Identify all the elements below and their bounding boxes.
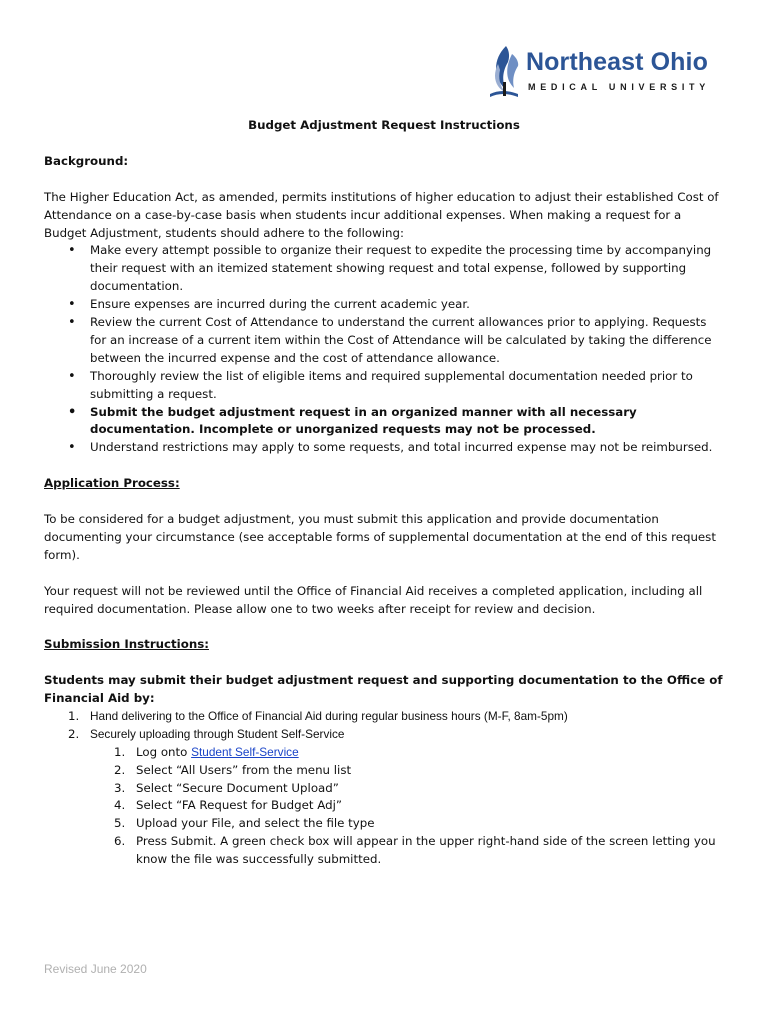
logo-name: Northeast Ohio — [526, 48, 708, 76]
substep-text: Log onto — [136, 744, 192, 759]
flame-icon — [484, 44, 526, 102]
list-item: • Submit the budget adjustment request in an organized manner with all necessary documentation. Incomplete or unorganized requests may not be processed. — [90, 404, 724, 440]
university-logo — [484, 44, 716, 102]
list-item: • Understand restrictions may apply to some requests, and total incurred expense may not be reimbursed. — [90, 439, 724, 457]
background-bullet-list — [44, 242, 724, 457]
substep-number: 3. — [114, 780, 126, 795]
upload-substeps — [90, 744, 724, 869]
substep-text: Select “Secure Document Upload” — [136, 780, 339, 795]
step-number: 1. — [68, 708, 80, 723]
list-item: • Review the current Cost of Attendance to understand the current allowances prior to applying. Requests for an increase of a current item within the Cost of Attendance will be calculated by taking the difference between the incurred expense and the cost of attendance allowance. — [90, 314, 724, 368]
substep-number: 4. — [114, 798, 126, 813]
list-item — [114, 780, 724, 798]
application-paragraph-2: Your request will not be reviewed until the Office of Financial Aid receives a completed application, including all required documentation. Please allow one to two weeks after receipt for review and decision. — [44, 583, 703, 616]
substep-text: Select “All Users” from the menu list — [136, 762, 352, 777]
list-item — [114, 815, 724, 833]
step-number: 2. — [68, 726, 80, 741]
step-text: Hand delivering to the Office of Financial Aid during regular business hours (M-F, 8am-5pm) — [90, 708, 568, 723]
application-paragraph-1: To be considered for a budget adjustment, you must submit this application and provide documentation documenting your circumstance (see acceptable forms of supplemental documentation at the end of this request form). — [44, 511, 716, 562]
substep-number: 1. — [114, 744, 126, 759]
substep-text: Press Submit. A green check box will appear in the upper right-hand side of the screen letting you know the file was successfully submitted. — [136, 834, 716, 867]
document-body — [44, 117, 724, 869]
list-item: • Thoroughly review the list of eligible items and required supplemental documentation needed prior to submitting a request. — [90, 368, 724, 404]
substep-number: 2. — [114, 762, 126, 777]
list-item — [114, 762, 724, 780]
substep-text: Select “FA Request for Budget Adj” — [136, 798, 342, 813]
submission-heading: Submission Instructions: — [44, 637, 209, 652]
list-item — [68, 726, 724, 869]
list-item: • Make every attempt possible to organize their request to expedite the processing time by accompanying their request with an itemized statement showing request and total expense, followed by supporting documentation. — [90, 242, 724, 296]
list-item: • Ensure expenses are incurred during the current academic year. — [90, 296, 724, 314]
list-item — [68, 708, 724, 726]
background-heading: Background: — [44, 153, 129, 168]
list-item — [114, 744, 724, 762]
document-title: Budget Adjustment Request Instructions — [248, 118, 520, 132]
list-item — [114, 833, 724, 869]
background-intro: The Higher Education Act, as amended, permits institutions of higher education to adjust their established Cost of Attendance on a case-by-case basis when students incur additional expenses. When making a request for a Budget Adjustment, students should adhere to the following: — [44, 189, 719, 240]
substep-number: 6. — [114, 834, 126, 849]
submission-lead: Students may submit their budget adjustment request and supporting documentation to the Office of Financial Aid by: — [44, 673, 723, 705]
student-self-service-link[interactable]: Student Self-Service — [191, 744, 299, 759]
application-heading: Application Process: — [44, 476, 180, 491]
revision-footer: Revised June 2020 — [44, 962, 147, 976]
submission-steps — [44, 708, 724, 869]
step-text: Securely uploading through Student Self-Service — [90, 726, 345, 741]
list-item — [114, 797, 724, 815]
logo-subtitle: MEDICAL UNIVERSITY — [528, 82, 710, 92]
substep-number: 5. — [114, 816, 126, 831]
substep-text: Upload your File, and select the file type — [136, 816, 375, 831]
